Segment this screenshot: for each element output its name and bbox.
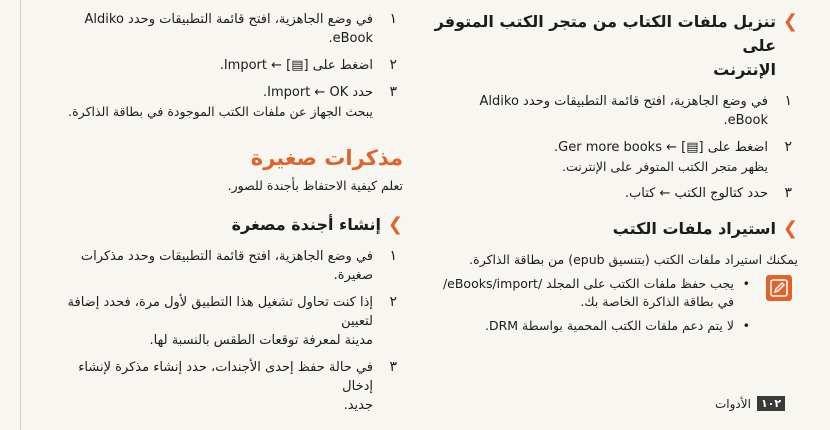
chevron-left-icon: ❯ <box>782 11 798 32</box>
step-item <box>58 83 403 121</box>
step-text: حدد Import ← OK. <box>263 85 373 100</box>
step-item <box>430 138 798 176</box>
import-intro: يمكنك استيراد ملفات الكتب (بتنسيق epub) من بطاقة الذاكرة. <box>469 252 798 267</box>
step-item <box>58 293 403 350</box>
section-title: مذكرات صغيرة <box>250 146 403 170</box>
step-number: ١ <box>389 248 397 264</box>
step-item <box>58 10 403 48</box>
note-bullet <box>430 275 756 311</box>
step-text: إذا كنت تحاول تشغيل هذا التطبيق لأول مرة، فحدد إضافة لتعيين <box>67 295 373 329</box>
bullet-dot: • <box>742 318 750 333</box>
step-item <box>430 92 798 130</box>
step-item <box>58 247 403 285</box>
step-note: يظهر متجر الكتب المتوفر على الإنترنت. <box>561 159 768 174</box>
step-text: eBook. <box>723 113 768 128</box>
page-number: ١٠٢ <box>757 396 785 411</box>
step-number: ٣ <box>784 185 792 201</box>
step-item <box>430 184 798 203</box>
step-number: ١ <box>389 11 397 27</box>
heading-line: تنزيل ملفات الكتاب من متجر الكتب المتوفر على <box>434 12 776 55</box>
step-text: في حالة حفظ إحدى الأجندات، حدد إنشاء مذكرة لإنشاء إدخال <box>78 360 373 394</box>
step-number: ٣ <box>389 84 397 100</box>
step-text: اضغط على [▤] ← Import. <box>219 58 373 73</box>
heading-text: استيراد ملفات الكتب <box>612 219 776 238</box>
step-number: ٢ <box>784 139 792 155</box>
note-text: في بطاقة الذاكرة الخاصة بك. <box>580 294 734 309</box>
chevron-left-icon: ❯ <box>782 218 798 239</box>
step-text: eBook. <box>328 31 373 46</box>
footer-label: الأدوات <box>715 396 751 411</box>
step-number: ٣ <box>389 359 397 375</box>
heading-create-memo <box>58 213 403 237</box>
heading-download-ebooks <box>430 10 798 82</box>
step-text: جديد. <box>343 398 373 413</box>
bullet-dot: • <box>742 276 750 291</box>
left-column <box>58 10 403 423</box>
page-edge-line <box>20 0 21 430</box>
note-box <box>430 275 798 335</box>
chevron-left-icon: ❯ <box>387 214 403 235</box>
note-text: لا يتم دعم ملفات الكتب المحمية بواسطة DRM. <box>484 318 734 333</box>
step-number: ٢ <box>389 294 397 310</box>
heading-import-ebooks <box>430 217 798 241</box>
page-footer <box>715 396 785 411</box>
step-note: يبحث الجهاز عن ملفات الكتب الموجودة في بطاقة الذاكرة. <box>68 104 373 119</box>
step-text: اضغط على [▤] ← Ger more books. <box>554 140 768 155</box>
step-number: ٢ <box>389 57 397 73</box>
note-pencil-icon <box>766 275 792 301</box>
step-number: ١ <box>784 93 792 109</box>
step-text: في وضع الجاهزية، افتح قائمة التطبيقات وحدد Aldiko <box>84 12 373 27</box>
step-text: حدد كتالوج الكتب ← كتاب. <box>624 186 768 201</box>
section-description: تعلم كيفية الاحتفاظ بأجندة للصور. <box>227 178 403 193</box>
step-text: في وضع الجاهزية، افتح قائمة التطبيقات وحدد مذكرات صغيرة. <box>80 249 373 283</box>
heading-text: إنشاء أجندة مصغرة <box>231 215 381 234</box>
step-text: مدينة لمعرفة توقعات الطقس بالنسبة لها. <box>149 333 373 348</box>
note-bullet <box>430 317 756 335</box>
step-item <box>58 56 403 75</box>
step-text: في وضع الجاهزية، افتح قائمة التطبيقات وحدد Aldiko <box>479 94 768 109</box>
step-item <box>58 358 403 415</box>
right-column <box>430 10 798 341</box>
heading-line: الإنترنت <box>713 60 776 79</box>
note-text: يجب حفظ ملفات الكتب على المجلد /eBooks/import/ <box>442 276 734 291</box>
